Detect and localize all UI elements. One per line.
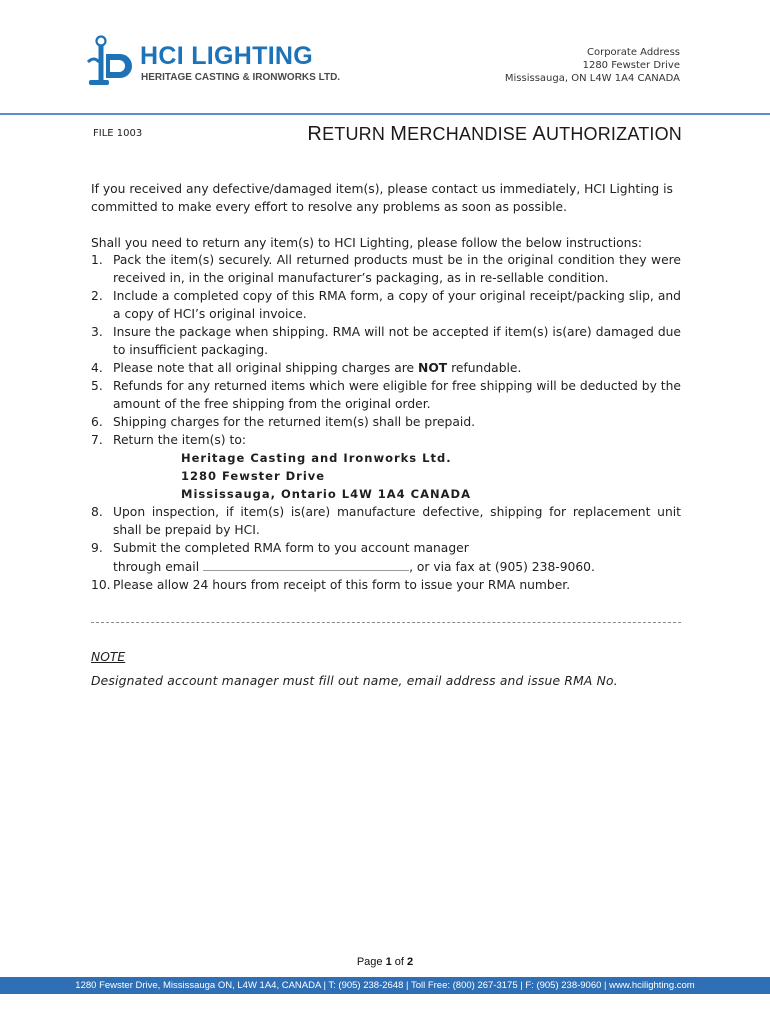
instruction-list bbox=[91, 251, 681, 594]
note-text: Designated account manager must fill out name, email address and issue RMA No. bbox=[91, 674, 618, 688]
note-heading: NOTE bbox=[91, 650, 126, 664]
list-item bbox=[91, 323, 681, 359]
item-number: 6. bbox=[91, 415, 103, 429]
item-text: Upon inspection, if item(s) is(are) manufacture defective, shipping for replacement unit shall be prepaid by HCI. bbox=[113, 505, 681, 537]
section-divider bbox=[91, 622, 681, 623]
item-number: 9. bbox=[91, 541, 103, 555]
email-blank-field[interactable] bbox=[203, 557, 409, 571]
item-number: 3. bbox=[91, 325, 103, 339]
item-text-fax: , or via fax at (905) 238-9060. bbox=[409, 560, 595, 574]
corporate-address bbox=[505, 46, 680, 85]
title-rest-a: UTHORIZATION bbox=[545, 124, 682, 144]
return-address-city: Mississauga, Ontario L4W 1A4 CANADA bbox=[181, 487, 471, 501]
file-number: FILE 1003 bbox=[93, 128, 143, 139]
item-emphasis: NOT bbox=[418, 361, 448, 375]
item-text: Submit the completed RMA form to you account manager bbox=[113, 541, 469, 555]
item-number: 2. bbox=[91, 289, 103, 303]
item-text: Include a completed copy of this RMA form, a copy of your original receipt/packing slip, and a copy of HCI’s original invoice. bbox=[113, 289, 681, 321]
item-number: 1. bbox=[91, 253, 103, 267]
page-prefix: Page bbox=[356, 956, 386, 968]
document-title bbox=[307, 123, 682, 146]
title-cap-m: M bbox=[390, 123, 408, 145]
list-item bbox=[91, 503, 681, 539]
item-number: 5. bbox=[91, 379, 103, 393]
item-number: 4. bbox=[91, 361, 103, 375]
page-of: of bbox=[391, 956, 408, 968]
page-total: 2 bbox=[407, 956, 414, 968]
item-text: Pack the item(s) securely. All returned products must be in the original condition they were received in, in the original manufacturer’s packaging, as in re-sellable condition. bbox=[113, 253, 681, 285]
item-number: 8. bbox=[91, 505, 103, 519]
corporate-address-label: Corporate Address bbox=[587, 47, 680, 58]
list-item bbox=[91, 251, 681, 287]
item-text: Please note that all original shipping charges are bbox=[113, 361, 419, 375]
brand-name: HCI LIGHTING bbox=[140, 42, 314, 70]
lamp-logo-icon bbox=[86, 34, 142, 94]
list-item bbox=[91, 413, 681, 431]
item-text: Insure the package when shipping. RMA will not be accepted if item(s) is(are) damaged due to insufficient packaging. bbox=[113, 325, 681, 357]
page-number bbox=[0, 956, 770, 968]
company-logo bbox=[86, 34, 386, 94]
brand-subtitle: HERITAGE CASTING & IRONWORKS LTD. bbox=[141, 72, 341, 83]
title-cap-a: A bbox=[532, 123, 546, 145]
corporate-address-street: 1280 Fewster Drive bbox=[582, 60, 680, 71]
instructions-lead: Shall you need to return any item(s) to HCI Lighting, please follow the below instructions: bbox=[91, 236, 643, 250]
item-text: Return the item(s) to: bbox=[113, 433, 246, 447]
return-address-company: Heritage Casting and Ironworks Ltd. bbox=[181, 451, 452, 465]
list-item bbox=[91, 359, 681, 377]
list-item bbox=[91, 377, 681, 413]
list-item bbox=[91, 576, 681, 594]
item-text-email-prefix: through email bbox=[113, 560, 204, 574]
item-text: Refunds for any returned items which were eligible for free shipping will be deducted by the amount of the free shipping from the original order. bbox=[113, 379, 681, 411]
item-text-end: refundable. bbox=[447, 361, 522, 375]
item-number: 7. bbox=[91, 433, 103, 447]
list-item bbox=[91, 287, 681, 323]
footer-bar: 1280 Fewster Drive, Mississauga ON, L4W 1A4, CANADA | T: (905) 238-2648 | Toll Free: (800) 267-3175 | F: (905) 238-9060 | www.hcilighting.com bbox=[0, 977, 770, 994]
page-current: 1 bbox=[385, 956, 392, 968]
item-text: Shipping charges for the returned item(s) shall be prepaid. bbox=[113, 415, 476, 429]
list-item bbox=[91, 539, 681, 576]
intro-paragraph: If you received any defective/damaged item(s), please contact us immediately, HCI Lighting is committed to make every effort to resolve any problems as soon as possible. bbox=[91, 182, 673, 214]
list-item bbox=[91, 431, 681, 503]
corporate-address-city: Mississauga, ON L4W 1A4 CANADA bbox=[504, 73, 680, 84]
title-rest-r: ETURN bbox=[322, 124, 391, 144]
item-number: 10. bbox=[91, 578, 111, 592]
header-divider bbox=[0, 113, 770, 115]
return-address-street: 1280 Fewster Drive bbox=[181, 469, 326, 483]
title-cap-r: R bbox=[307, 123, 323, 145]
title-rest-m: ERCHANDISE bbox=[407, 124, 533, 144]
item-text: Please allow 24 hours from receipt of this form to issue your RMA number. bbox=[113, 578, 571, 592]
